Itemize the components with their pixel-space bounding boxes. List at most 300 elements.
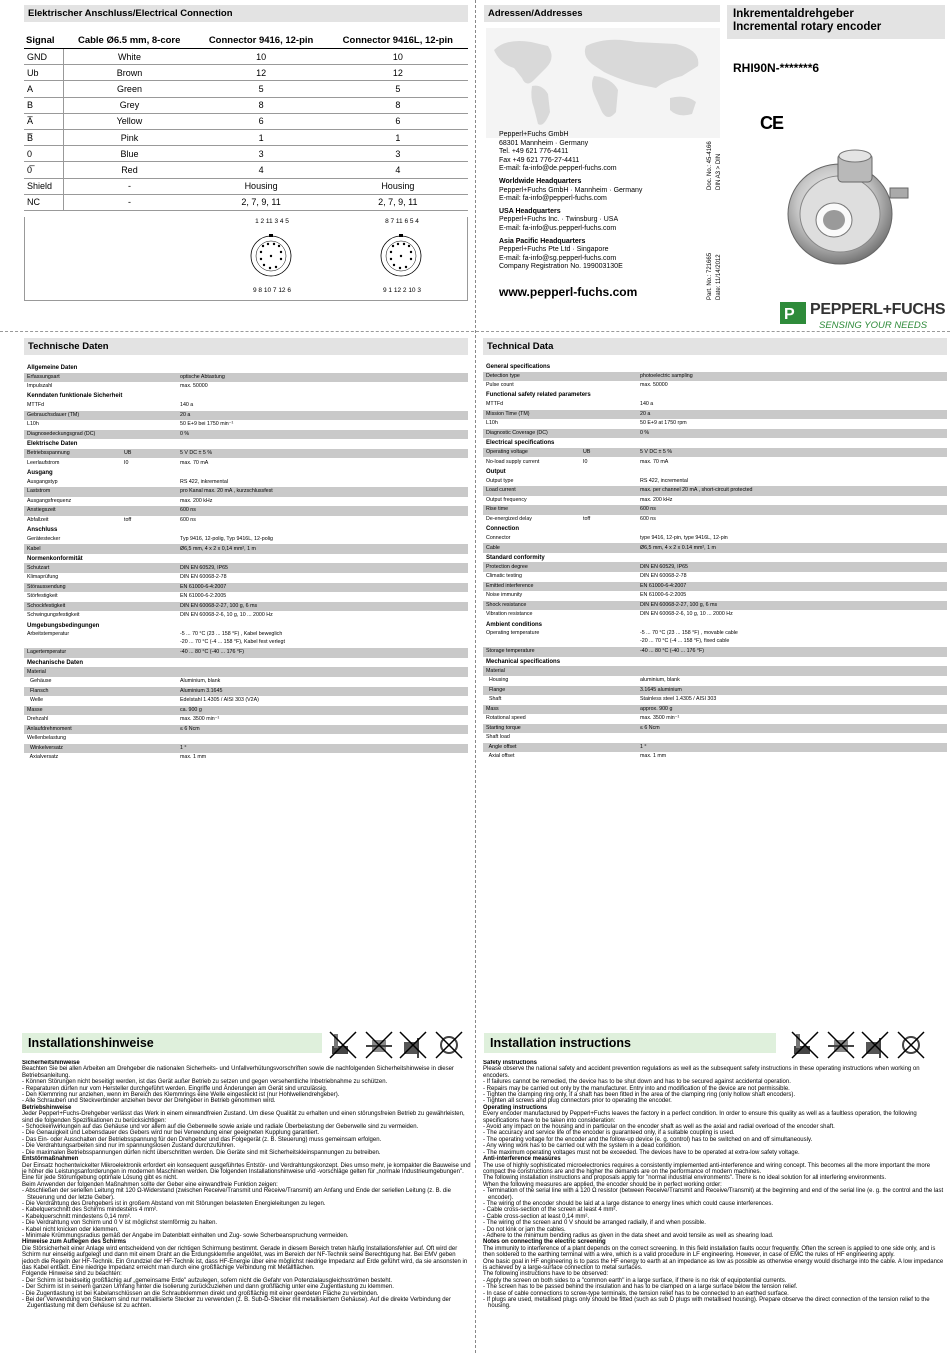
list-bullet: - (22, 1079, 26, 1086)
install-section-heading: Safety instructions (483, 1060, 538, 1066)
spec-section-heading (24, 658, 468, 668)
spec-row (24, 506, 468, 516)
spec-label: Diagnostic Coverage (DC) (486, 429, 548, 436)
encoder-product-image (782, 148, 912, 268)
product-title-en: Incremental rotary encoder (733, 21, 882, 33)
spec-label: Angle offset (486, 743, 517, 750)
no-bending-icon-en (896, 1030, 926, 1060)
spec-section-heading (24, 392, 468, 402)
list-bullet: - (483, 1085, 487, 1092)
spec-row (24, 373, 468, 383)
list-bullet: - (483, 1277, 487, 1284)
pepperl-fuchs-logo-icon (780, 302, 806, 324)
list-bullet: - (483, 1136, 487, 1143)
list-bullet: - (22, 1200, 26, 1207)
spec-label: L10h (486, 420, 498, 427)
spec-label: Wellenbelastung (27, 735, 67, 742)
spec-label: Impulszahl (27, 383, 53, 390)
conn-cell: Housing (195, 178, 328, 194)
spec-row (24, 667, 468, 677)
spec-value: DIN EN 60068-2-78 (180, 574, 227, 581)
spec-label: Vibration resistance (486, 611, 533, 618)
list-bullet: - (22, 1220, 26, 1227)
list-bullet: - (483, 1226, 487, 1233)
spec-label: Kabel (27, 545, 41, 552)
install-section-heading: Anti-interference measures (483, 1156, 561, 1163)
list-item-text: Kabelquerschnitt mindestens 0,14 mm². (25, 1213, 132, 1220)
spec-row (24, 744, 468, 754)
conn-cell: 8 (195, 97, 328, 113)
spec-label: Output type (486, 477, 514, 484)
spec-label: Axial offset (486, 753, 515, 760)
address-line: E-mail: fa-info@sg.pepperl-fuchs.com (499, 254, 617, 262)
list-bullet: - (22, 1232, 26, 1239)
spec-value: DIN EN 60068-2-27, 100 g, 6 ms (640, 601, 718, 608)
website-link[interactable]: www.pepperl-fuchs.com (499, 285, 638, 299)
list-bullet: - (483, 1297, 487, 1304)
spec-row (483, 601, 947, 611)
spec-label: Winkelversatz (27, 744, 63, 751)
spec-value: 5 V DC ± 5 % (640, 449, 673, 456)
connector-9416l-diagram (378, 228, 424, 284)
spec-label: Material (27, 668, 46, 675)
list-item-text: Adhere to the minimum bending radius as given in the data sheet and avoid tensile as well as shearing load. (486, 1232, 774, 1239)
spec-row (24, 734, 468, 744)
spec-value: aluminium, blank (640, 677, 680, 684)
conn-cell: 5 (195, 81, 328, 97)
spec-label: Functional safety related parameters (486, 392, 591, 399)
conn-cell: 3 (328, 146, 468, 162)
conn-cell: 1 (195, 129, 328, 145)
list-bullet: - (483, 1188, 487, 1195)
address-line: Tel. +49 621 776-4411 (499, 148, 569, 156)
spec-value: max. 1 mm (640, 753, 667, 760)
list-item-text: Kabelquerschnitt des Schirms mindestens 4 mm². (25, 1207, 158, 1214)
list-bullet: - (22, 1124, 26, 1131)
spec-value: max. 1 mm (180, 754, 207, 761)
spec-value: DIN EN 60068-2-6, 10 g, 10 ... 2000 Hz (640, 611, 733, 618)
doc-number (707, 141, 713, 190)
list-bullet: - (483, 1232, 487, 1239)
spec-value: photoelectric sampling (640, 372, 693, 379)
list-item-text: Minimale Krümmungsradius gemäß der Angabe im Datenblatt einhalten und Zug- sowie Scherbeanspruchung vermeiden. (25, 1232, 349, 1239)
spec-symbol: toff (583, 515, 591, 522)
spec-value: Typ 9416, 12-polig, Typ 9416L, 12-polig (180, 535, 273, 542)
list-bullet: - (483, 1284, 487, 1291)
no-axial-load-icon (364, 1030, 394, 1060)
spec-section-heading (483, 438, 947, 448)
spec-row (483, 705, 947, 715)
conn-cell: Green (64, 81, 195, 97)
address-group (499, 131, 642, 174)
spec-section-heading (24, 621, 468, 631)
installation-de-title: Installationshinweise (22, 1033, 322, 1053)
list-item-text: Bei der Verwendung von Steckern sind nur metallisierte Stecker zu verwenden (z. B. Sub-D-Stecker mit metallisiertem Gehäuse). Auf die direkte Verbindung der Zugentlastung mit dem Gehäuse ist zu achten. (25, 1297, 451, 1310)
spec-row (24, 725, 468, 735)
spec-symbol: I0 (124, 459, 129, 466)
install-list (22, 1188, 472, 1239)
spec-section-heading (24, 525, 468, 535)
spec-label: Protection degree (486, 563, 528, 570)
list-bullet: - (22, 1149, 26, 1156)
installation-en-title: Installation instructions (484, 1033, 776, 1053)
list-item (483, 1297, 945, 1310)
spec-label: Operating temperature (486, 630, 540, 637)
list-item-text: Die Verdrahtung des Drehgebers ist in großem Abstand von mit Störungen belasteten Energieleitungen zu legen. (25, 1200, 326, 1207)
spec-row (483, 429, 947, 439)
doc-number-label: Doc. No.: (707, 164, 713, 190)
conn-cell: Shield (24, 178, 64, 194)
spec-value: 1 ° (640, 743, 647, 750)
spec-row (24, 715, 468, 725)
spec-value: pro Kanal max. 20 mA , kurzschlussfest (180, 488, 273, 495)
install-paragraph: Die Störsicherheit einer Anlage wird entscheidend von der richtigen Schirmung bestimmt. Gerade in diesem Bereich treten häufig Installationsfehler auf. Oft wird der Schirm nur einseitig aufgelegt und dann mit einem Draht an die Erdungsklemme angelötet, was im Bereich der NF-Technik seine Berechtigung hat. Bei EMV geben jedoch die Regeln der HF-Technik. Ein Grundziel der HF-Technik ist, dass HF-Energie über eine möglichst niedrige Impedanz auf Erde geführt wird, da sie ansonsten in das Kabel entlädt. Eine niedrige Impedanz erreicht man durch eine großflächige Verbindung mit Metallflächen. Folgende Hinweise sind zu beachten: (22, 1245, 468, 1278)
spec-row (24, 458, 468, 468)
spec-label: L10h (27, 421, 39, 428)
list-item-text: The accuracy and service life of the encoder is guaranteed only, if a suitable coupling is used. (486, 1130, 735, 1137)
list-bullet: - (483, 1092, 487, 1099)
spec-label: Anstiegszeit (27, 507, 56, 514)
svg-text:P: P (784, 306, 795, 323)
list-item-text: If plugs are used, metallised plugs only should be fitted (such as sub D plugs with metallised housing). Prepare observe the direct connection of the tension relief to the housing. (486, 1297, 930, 1310)
spec-row (24, 602, 468, 612)
spec-label: Lagertemperatur (27, 649, 67, 656)
list-item-text: Das Ein- oder Ausschalten der Betriebsspannung für den Drehgeber und das Folgegerät (z. B. Steuerung) muss gemeinsam erfolgen. (25, 1136, 382, 1143)
address-line: Pepperl+Fuchs GmbH · Mannheim · Germany (499, 186, 643, 194)
spec-value: 0 % (640, 429, 650, 436)
spec-label: Rotational speed (486, 715, 526, 722)
list-bullet: - (483, 1290, 487, 1297)
spec-label: Kenndaten funktionale Sicherheit (27, 393, 123, 400)
spec-row (24, 382, 468, 392)
spec-row (24, 544, 468, 554)
spec-label: MTTFd (486, 401, 504, 408)
table-row (24, 162, 468, 178)
spec-label: Climatic testing (486, 573, 522, 580)
list-item-text: Avoid any impact on the housing and in particular on the encoder shaft as well as the axial and radial overload of the encoder shaft. (486, 1124, 835, 1131)
product-title-de: Inkrementaldrehgeber (733, 8, 854, 20)
spec-label: Electrical specifications (486, 440, 555, 447)
table-row (24, 49, 468, 65)
list-item-text: The maximum operating voltages must not be exceeded. The devices have to be operated at extra-low safety voltage. (486, 1149, 800, 1156)
brand-name: PEPPERL+FUCHS (810, 301, 946, 318)
list-item-text: Do not kink or jam the cables. (486, 1226, 566, 1233)
list-bullet: - (483, 1149, 487, 1156)
list-item-text: Die Verdrahtungsarbeiten sind nur im spannungslosen Zustand durchzuführen. (25, 1143, 236, 1150)
list-bullet: - (22, 1136, 26, 1143)
spec-section-heading (483, 391, 947, 401)
electrical-connection-title: Elektrischer Anschluss/Electrical Connection (24, 5, 468, 22)
spec-row (24, 411, 468, 421)
spec-value: EN 61000-6-4:2007 (180, 583, 227, 590)
spec-value: Aluminium, blank (180, 678, 221, 685)
spec-label: Abfallzeit (27, 516, 49, 523)
tech-data-en-table (483, 362, 947, 762)
spec-row (483, 686, 947, 696)
spec-label: Housing (486, 677, 509, 684)
address-title: Worldwide Headquarters (499, 177, 582, 185)
list-item-text: Die maximalen Betriebsspannungen dürfen nicht überschritten werden. Die Geräte sind mit Sicherheitskleinspannungen zu betreiben. (25, 1149, 381, 1156)
spec-row (483, 505, 947, 515)
spec-value: RS 422, incremental (640, 477, 688, 484)
table-row (24, 97, 468, 113)
spec-row (483, 676, 947, 686)
spec-value: 50 E+9 at 1750 rpm (640, 420, 687, 427)
spec-label: Schwingungsfestigkeit (27, 612, 80, 619)
list-item (483, 1188, 945, 1201)
no-hammer-icon (328, 1030, 358, 1060)
page-divider-vertical (475, 0, 476, 1353)
spec-label: Axialversatz (27, 754, 59, 761)
conn-cell: Blue (64, 146, 195, 162)
spec-value: 0 % (180, 430, 190, 437)
spec-label: Ausgangsfrequenz (27, 497, 72, 504)
address-title: USA Headquarters (499, 207, 561, 215)
address-title: Asia Pacific Headquarters (499, 237, 586, 245)
spec-label: Ausgang (27, 469, 53, 476)
conn-cell: 6 (195, 113, 328, 129)
spec-label: Mechanical specifications (486, 658, 561, 665)
list-bullet: - (483, 1200, 487, 1207)
spec-row (483, 381, 947, 391)
conn-cell: White (64, 49, 195, 65)
install-section-heading: Entstörmaßnahmen (22, 1156, 79, 1163)
spec-label: Allgemeine Daten (27, 364, 78, 371)
spec-label: Output (486, 468, 506, 475)
conn-cell: 3 (195, 146, 328, 162)
spec-value: EN 61000-6-2:2005 (180, 593, 227, 600)
conn-cell: 6 (328, 113, 468, 129)
spec-row (483, 647, 947, 657)
spec-row (24, 535, 468, 545)
spec-section-heading (483, 467, 947, 477)
spec-row (24, 592, 468, 602)
spec-value: ≤ 6 Ncm (640, 724, 660, 731)
spec-label: De-energized delay (486, 515, 532, 522)
spec-value: DIN EN 60529, IP65 (640, 563, 688, 570)
spec-value: 140 a (640, 401, 654, 408)
spec-value: 600 ns (640, 515, 656, 522)
list-bullet: - (22, 1098, 26, 1105)
spec-value: Ø6,5 mm, 4 x 2 x 0,14 mm², 1 m (180, 545, 256, 552)
spec-row (24, 449, 468, 459)
spec-value: max. 70 mA (640, 458, 669, 465)
spec-row (483, 410, 947, 420)
conn-header-2: Connector 9416, 12-pin (195, 33, 328, 49)
install-list (483, 1124, 945, 1156)
spec-value: EN 61000-6-2:2005 (640, 592, 687, 599)
table-row (24, 65, 468, 81)
conn-cell: 8 (328, 97, 468, 113)
tech-data-en-title: Technical Data (483, 338, 947, 355)
part-number-label: Part. No.: (707, 274, 713, 300)
install-list (483, 1278, 945, 1310)
spec-section-heading (24, 439, 468, 449)
spec-label: Klimaprüfung (27, 574, 59, 581)
install-list (483, 1079, 945, 1105)
spec-value: Edelstahl 1.4305 / AISI 303 (V2A) (180, 697, 259, 704)
spec-label: Gerätestecker (27, 535, 61, 542)
spec-row (24, 696, 468, 706)
conn-cell: 10 (328, 49, 468, 65)
page-divider-horizontal (0, 331, 950, 332)
list-bullet: - (22, 1085, 26, 1092)
spec-value: DIN EN 60068-2-27, 100 g, 6 ms (180, 602, 258, 609)
list-item-text: Repairs may be carried out only by the manufacturer. Entry into and modification of the device are not permissible. (486, 1085, 790, 1092)
address-line: Company Registration No. 199003130E (499, 263, 623, 271)
spec-symbol: I0 (583, 458, 588, 465)
conn-cell: - (64, 194, 195, 210)
install-section-heading: Hinweise zum Auflegen des Schirms (22, 1239, 127, 1246)
spec-value: DIN EN 60529, IP65 (180, 564, 228, 571)
spec-label: Elektrische Daten (27, 441, 78, 448)
release-date-value: 11/14/2012 (716, 254, 722, 284)
address-group (499, 208, 642, 234)
spec-section-heading (24, 468, 468, 478)
install-section-heading: Sicherheitshinweise (22, 1060, 80, 1066)
spec-value: 20 a (180, 411, 191, 418)
spec-row (24, 563, 468, 573)
install-paragraph: Der Einsatz hochentwickelter Mikroelektronik erfordert ein konsequent ausgeführtes Entstör- und Verdrahtungskonzept. Dies umso mehr, je kompakter die Bauweise und je höher die Leistungsanforderungen in modernen Maschinen werden. Die folgenden Installationshinweise und -vorschläge gelten für „normale Industrieumgebungen". Eine für jede Störumgebung optimale Lösung gibt es nicht. Beim Anwenden der folgenden Maßnahmen sollte der Geber eine einwandfreie Funktion zeigen: (22, 1162, 471, 1188)
conn-cell: B (24, 97, 64, 113)
conn-cell: 4 (328, 162, 468, 178)
list-item-text: Apply the screen on both sides to a "common earth" in a large surface, if there is no risk of equipotential currents. (486, 1277, 787, 1284)
spec-label: No-load supply current (486, 458, 540, 465)
spec-label: Drehzahl (27, 716, 49, 723)
spec-label: General specifications (486, 363, 551, 370)
spec-row (24, 420, 468, 430)
spec-row (24, 630, 468, 648)
spec-row (483, 610, 947, 620)
list-item-text: Termination of the serial line with a 120 Ω resistor (between Receive/Transmit and Receive/Transmit) at the beginning and end of the serial line (e. g. the control and the last encoder). (486, 1188, 944, 1201)
spec-value: ≤ 6 Ncm (180, 725, 200, 732)
spec-value: -40 ... 80 °C (-40 ... 176 °F) (640, 648, 704, 655)
spec-label: Ausgangstyp (27, 478, 58, 485)
spec-label: Rise time (486, 506, 509, 513)
install-list (22, 1278, 472, 1310)
conn-cell: 12 (195, 65, 328, 81)
spec-label: Normenkonformität (27, 555, 83, 562)
spec-row (483, 448, 947, 458)
list-item (22, 1188, 472, 1201)
list-bullet: - (483, 1130, 487, 1137)
list-item-text: Die Zugentlastung ist bei Kabelanschlüssen an die Schraubklemmen direkt und großflächig mit einer geerdeten Fläche zu verbinden. (25, 1290, 379, 1297)
list-bullet: - (22, 1092, 26, 1099)
table-row (24, 194, 468, 210)
spec-row (24, 487, 468, 497)
installation-de-text (22, 1060, 472, 1350)
spec-label: Störfestigkeit (27, 593, 58, 600)
spec-label: Arbeitstemperatur (27, 631, 70, 638)
spec-value: EN 61000-6-4:2007 (640, 582, 687, 589)
spec-value: 600 ns (640, 506, 656, 513)
list-item-text: Cable cross-section at least 0,14 mm². (486, 1213, 590, 1220)
conn-cell: 0 (24, 146, 64, 162)
address-line: E-mail: fa-info@pepperl-fuchs.com (499, 195, 607, 203)
tech-data-de-table (24, 363, 468, 763)
spec-label: Shock resistance (486, 601, 527, 608)
list-bullet: - (22, 1284, 26, 1291)
spec-row (483, 714, 947, 724)
list-item-text: Den Klemmring nur anziehen, wenn im Bereich des Klemmrings eine Welle eingesteckt ist (nur Hohlwellendrehgeber). (25, 1092, 340, 1099)
address-group (499, 238, 642, 272)
pin-labels-top-9416l: 8 7 11 6 5 4 (385, 218, 419, 225)
spec-label: Ambient conditions (486, 621, 542, 628)
table-row (24, 178, 468, 194)
brand-slogan: SENSING YOUR NEEDS (819, 320, 928, 331)
conn-cell: Red (64, 162, 195, 178)
spec-value: max. 50000 (180, 383, 208, 390)
spec-label: Connection (486, 526, 519, 533)
spec-row (483, 419, 947, 429)
table-row (24, 129, 468, 145)
install-paragraph: Please observe the national safety and accident prevention regulations as well as the subsequent safety instructions in these operating instructions when working on encoders. (483, 1066, 920, 1079)
spec-row (483, 724, 947, 734)
address-list (499, 131, 642, 276)
install-list (22, 1124, 472, 1156)
spec-label: Detection type (486, 372, 520, 379)
list-item-text: Schockeinwirkungen auf das Gehäuse und vor allem auf die Geberwelle sowie axiale und radiale Überbelastung der Geberwelle sind zu vermeiden. (25, 1124, 419, 1131)
spec-value: Aluminium 3.1645 (180, 687, 223, 694)
conn-cell: 5 (328, 81, 468, 97)
pin-labels-top-9416: 1 2 11 3 4 5 (255, 218, 289, 225)
list-item-text: Reparaturen dürfen nur vom Hersteller durchgeführt werden. Eingriffe und Änderungen am Gerät sind unzulässig. (25, 1085, 328, 1092)
conn-cell: 2, 7, 9, 11 (195, 194, 328, 210)
spec-label: Pulse count (486, 382, 514, 389)
spec-label: Emitted interference (486, 582, 534, 589)
no-bending-icon (434, 1030, 464, 1060)
world-map-image (486, 28, 720, 138)
spec-value: optische Abtastung (180, 373, 225, 380)
list-bullet: - (22, 1277, 26, 1284)
spec-section-heading (483, 657, 947, 667)
list-item-text: The operating voltage for the encoder and the follow-up device (e. g. control) has to be switched on and off simultaneously. (486, 1136, 813, 1143)
install-section-heading: Operating instructions (483, 1104, 548, 1111)
list-item-text: Kabel nicht knicken oder klemmen. (25, 1226, 119, 1233)
spec-section-heading (24, 363, 468, 373)
spec-value: type 9416, 12-pin, type 9416L, 12-pin (640, 534, 728, 541)
model-number: RHI90N-*******6 (733, 61, 820, 75)
pin-labels-bottom-9416l: 9 1 12 2 10 3 (383, 287, 421, 294)
install-section-heading: Notes on connecting the electric screening (483, 1239, 606, 1246)
spec-label: Shaft (486, 696, 502, 703)
doc-number-value: 45-4166 (707, 141, 713, 164)
conn-cell: 1 (328, 129, 468, 145)
spec-label: Störaussendung (27, 583, 66, 590)
spec-row (24, 583, 468, 593)
list-bullet: - (22, 1130, 26, 1137)
ce-mark: CE (760, 113, 784, 133)
list-item-text: The wiring of the encoder should be laid at a large distance to energy lines which could cause interferences. (486, 1200, 774, 1207)
spec-label: Cable (486, 544, 500, 551)
part-number (707, 253, 713, 300)
list-item-text: Die Verdrahtung von Schirm und 0 V ist möglichst sternförmig zu halten. (25, 1220, 218, 1227)
spec-row (483, 591, 947, 601)
spec-value: -5 ... 70 °C (23 ... 158 °F) , movable cable (640, 630, 738, 637)
address-line: E-mail: fa-info@us.pepperl-fuchs.com (499, 224, 617, 232)
spec-section-heading (483, 620, 947, 630)
spec-label: Standard conformity (486, 554, 545, 561)
address-line: 68301 Mannheim · Germany (499, 139, 589, 147)
spec-label: Mission Time (TM) (486, 410, 530, 417)
list-item (22, 1297, 472, 1310)
spec-label: Laststrom (27, 488, 51, 495)
spec-label: Load current (486, 487, 516, 494)
spec-row (24, 430, 468, 440)
spec-label: Noise immunity (486, 592, 523, 599)
spec-symbol: UB (124, 450, 132, 457)
spec-value: Stainless steel 1.4305 / AISI 303 (640, 696, 717, 703)
